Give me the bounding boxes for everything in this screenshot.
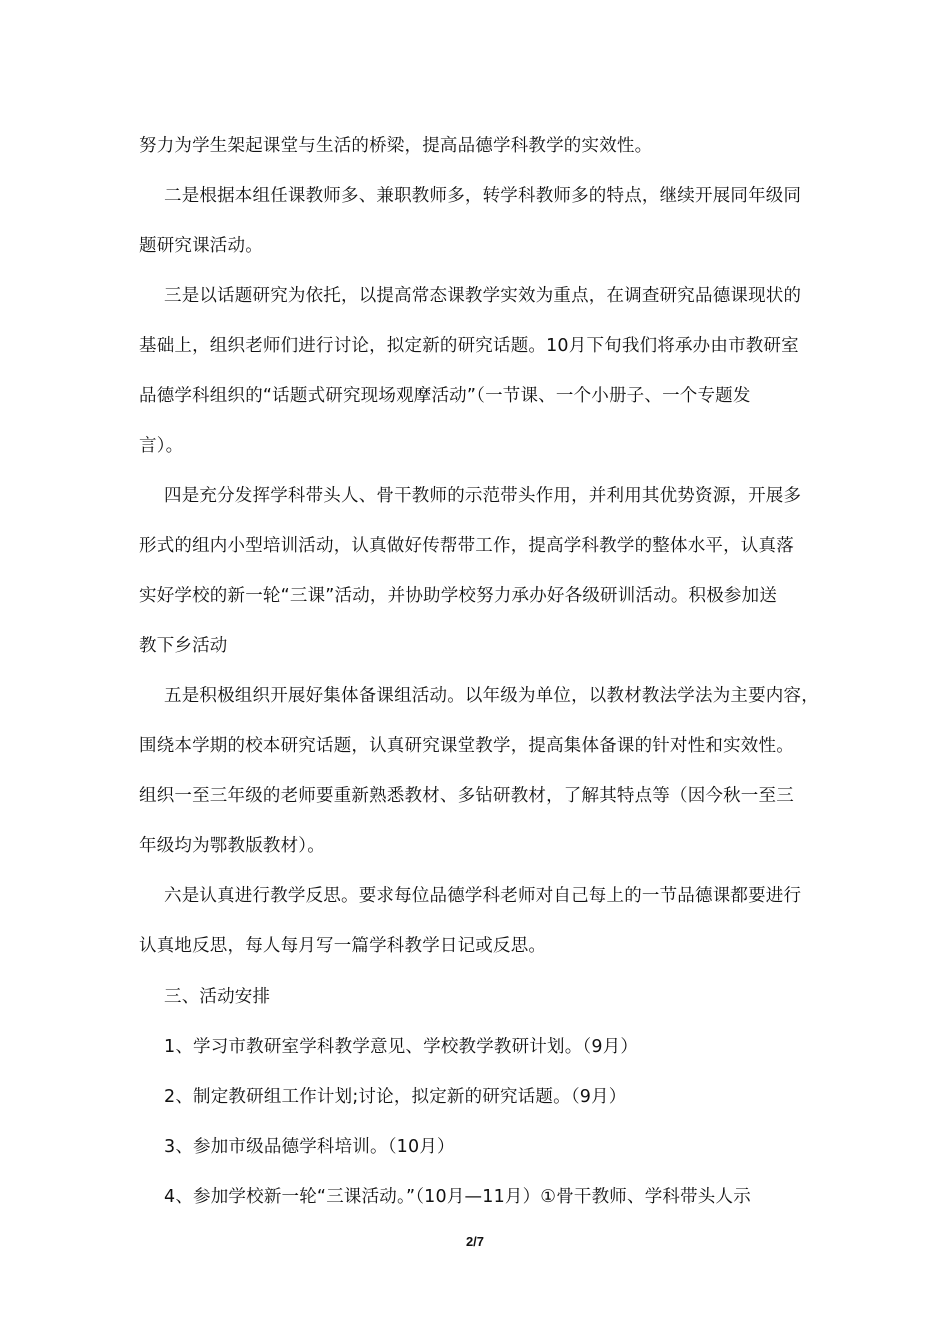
schedule-item: 1、学习市教研室学科教学意见、学校教学教研计划。（9月） — [164, 1037, 639, 1057]
section-heading: 三、活动安排 — [164, 987, 271, 1007]
text-line: 品德学科组织的“话题式研究现场观摩活动”（一节课、一个小册子、一个专题发 — [139, 386, 751, 406]
text-line: 实好学校的新一轮“三课”活动，并协助学校努力承办好各级研训活动。积极参加送 — [139, 586, 778, 606]
text-line: 基础上，组织老师们进行讨论，拟定新的研究话题。10月下旬我们将承办由市教研室 — [139, 336, 799, 356]
paragraph-four-line: 四是充分发挥学科带头人、骨干教师的示范带头作用，并利用其优势资源，开展多 — [164, 486, 802, 506]
text-line: 组织一至三年级的老师要重新熟悉教材、多钻研教材，了解其特点等（因今秋一至三 — [139, 786, 794, 806]
schedule-item: 3、参加市级品德学科培训。（10月） — [164, 1137, 455, 1157]
text-line: 围绕本学期的校本研究话题，认真研究课堂教学，提高集体备课的针对性和实效性。 — [139, 736, 794, 756]
paragraph-six-line: 六是认真进行教学反思。要求每位品德学科老师对自己每上的一节品德课都要进行 — [164, 886, 802, 906]
page-number: 2/7 — [465, 1234, 485, 1249]
paragraph-two-line: 二是根据本组任课教师多、兼职教师多，转学科教师多的特点，继续开展同年级同 — [164, 186, 802, 206]
text-line: 言）。 — [139, 436, 184, 456]
text-line: 认真地反思，每人每月写一篇学科教学日记或反思。 — [139, 936, 547, 956]
paragraph-three-line: 三是以话题研究为依托，以提高常态课教学实效为重点，在调查研究品德课现状的 — [164, 286, 802, 306]
text-line: 题研究课活动。 — [139, 236, 263, 256]
schedule-item: 2、制定教研组工作计划;讨论，拟定新的研究话题。（9月） — [164, 1087, 627, 1107]
paragraph-five-line: 五是积极组织开展好集体备课组活动。以年级为单位，以教材教法学法为主要内容， — [164, 686, 819, 706]
text-line: 年级均为鄂教版教材）。 — [139, 836, 325, 856]
text-line: 教下乡活动 — [139, 636, 228, 656]
text-line: 形式的组内小型培训活动，认真做好传帮带工作，提高学科教学的整体水平，认真落 — [139, 536, 794, 556]
schedule-item: 4、参加学校新一轮“三课活动。”（10月—11月）①骨干教师、学科带头人示 — [164, 1187, 751, 1207]
text-line: 努力为学生架起课堂与生活的桥梁，提高品德学科教学的实效性。 — [139, 136, 653, 156]
